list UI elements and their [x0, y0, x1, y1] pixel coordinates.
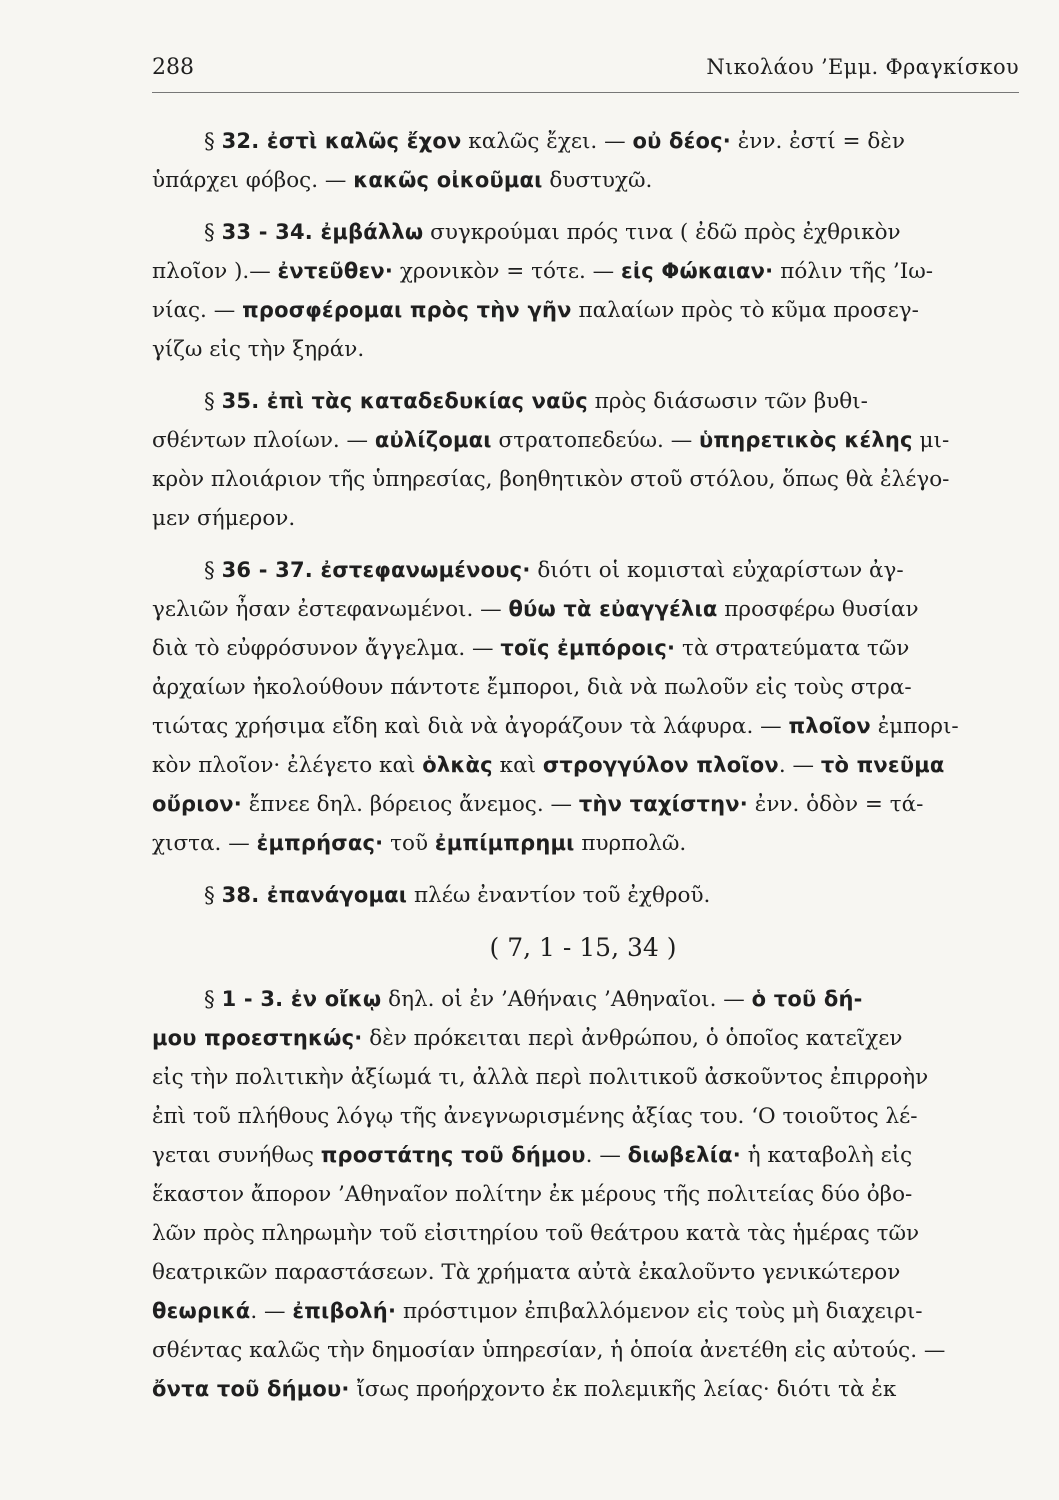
text-line-25: γεται συνήθως προστάτης τοῦ δήμου. — διωβελία· ἡ καταβολὴ εἰς [152, 1143, 913, 1168]
text-line-24: ἐπὶ τοῦ πλήθους λόγῳ τῆς ἀνεγνωρισμένης ἀξίας του. ‘Ο τοιοῦτος λέ- [152, 1104, 918, 1129]
text-line-27: λῶν πρὸς πληρωμὴν τοῦ εἰσιτηρίου τοῦ θεάτρου κατὰ τὰς ἡμέρας τῶν [152, 1221, 920, 1246]
text-line-12: γελιῶν ἦσαν ἐστεφανωμένοι. — θύω τὰ εὐαγγέλια προσφέρω θυσίαν [152, 597, 919, 622]
text-line-16: κὸν πλοῖον· ἐλέγετο καὶ ὁλκὰς καὶ στρογγύλον πλοῖον. — τὸ πνεῦμα [152, 753, 945, 778]
text-line-18: χιστα. — ἐμπρήσας· τοῦ ἐμπίμπρημι πυρπολῶ. [152, 831, 687, 856]
text-line-28: θεατρικῶν παραστάσεων. Τὰ χρήματα αὐτὰ ἐκαλοῦντο γενικώτερον [152, 1260, 901, 1285]
running-head: Νικολάου ’Εμμ. Φραγκίσκου [706, 55, 1019, 79]
text-line-11: § 36 - 37. ἐστεφανωμένους· διότι οἱ κομισταὶ εὐχαρίστων ἀγ- [204, 558, 904, 583]
text-line-23: εἰς τὴν πολιτικὴν ἀξίωμά τι, ἀλλὰ περὶ πολιτικοῦ ἀσκοῦντος ἐπιρροὴν [152, 1065, 929, 1090]
text-line-15: τιώτας χρήσιμα εἴδη καὶ διὰ νὰ ἀγοράζουν τὰ λάφυρα. — πλοῖον ἐμπορι- [152, 714, 959, 739]
text-line-7: § 35. ἐπὶ τὰς καταδεδυκίας ναῦς πρὸς διάσωσιν τῶν βυθι- [204, 389, 868, 414]
text-line-22: μου προεστηκώς· δὲν πρόκειται περὶ ἀνθρώπου, ὁ ὁποῖος κατεῖχεν [152, 1026, 903, 1051]
text-line-29: θεωρικά. — ἐπιβολή· πρόστιμον ἐπιβαλλόμενον εἰς τοὺς μὴ διαχειρι- [152, 1299, 923, 1324]
text-line-1: § 32. ἐστὶ καλῶς ἔχον καλῶς ἔχει. — οὐ δέος· ἐνν. ἐστί = δὲν [204, 129, 905, 154]
text-line-31: ὄντα τοῦ δήμου· ἴσως προήρχοντο ἐκ πολεμικῆς λείας· διότι τὰ ἐκ [152, 1377, 897, 1402]
text-line-4: πλοῖον ).— ἐντεῦθεν· χρονικὸν = τότε. — εἰς Φώκαιαν· πόλιν τῆς ’Ιω- [152, 259, 934, 284]
page-header [152, 55, 1019, 95]
header-rule [152, 92, 1019, 93]
section-heading: ( 7, 1 - 15, 34 ) [489, 933, 677, 962]
text-line-8: σθέντων πλοίων. — αὐλίζομαι στρατοπεδεύω. — ὑπηρετικὸς κέλης μι- [152, 428, 950, 453]
text-line-26: ἕκαστον ἄπορον ’Αθηναῖον πολίτην ἐκ μέρους τῆς πολιτείας δύο ὀβο- [152, 1182, 913, 1207]
text-line-30: σθέντας καλῶς τὴν δημοσίαν ὑπηρεσίαν, ἡ ὁποία ἀνετέθη εἰς αὐτούς. — [152, 1338, 946, 1363]
text-line-2: ὑπάρχει φόβος. — κακῶς οἰκοῦμαι δυστυχῶ. [152, 168, 653, 193]
text-line-10: μεν σήμερον. [152, 506, 296, 531]
text-line-14: ἀρχαίων ἠκολούθουν πάντοτε ἔμποροι, διὰ νὰ πωλοῦν εἰς τοὺς στρα- [152, 675, 912, 700]
text-line-21: § 1 - 3. ἐν οἴκῳ δηλ. οἱ ἐν ’Αθήναις ’Αθηναῖοι. — ὁ τοῦ δή- [204, 987, 863, 1012]
commentary-text [152, 122, 1014, 1409]
page-number: 288 [152, 55, 194, 80]
text-line-17: οὔριον· ἔπνεε δηλ. βόρειος ἄνεμος. — τὴν ταχίστην· ἐνν. ὁδὸν = τά- [152, 792, 924, 817]
text-line-6: γίζω εἰς τὴν ξηράν. [152, 337, 365, 362]
text-line-19: § 38. ἐπανάγομαι πλέω ἐναντίον τοῦ ἐχθροῦ. [204, 883, 711, 908]
text-line-3: § 33 - 34. ἐμβάλλω συγκρούμαι πρός τινα ( ἐδῶ πρὸς ἐχθρικὸν [204, 220, 901, 245]
text-line-5: νίας. — προσφέρομαι πρὸς τὴν γῆν παλαίων πρὸς τὸ κῦμα προσεγ- [152, 298, 919, 323]
text-line-9: κρὸν πλοιάριον τῆς ὑπηρεσίας, βοηθητικὸν στοῦ στόλου, ὅπως θὰ ἐλέγο- [152, 467, 950, 492]
text-line-13: διὰ τὸ εὐφρόσυνον ἄγγελμα. — τοῖς ἐμπόροις· τὰ στρατεύματα τῶν [152, 636, 910, 661]
